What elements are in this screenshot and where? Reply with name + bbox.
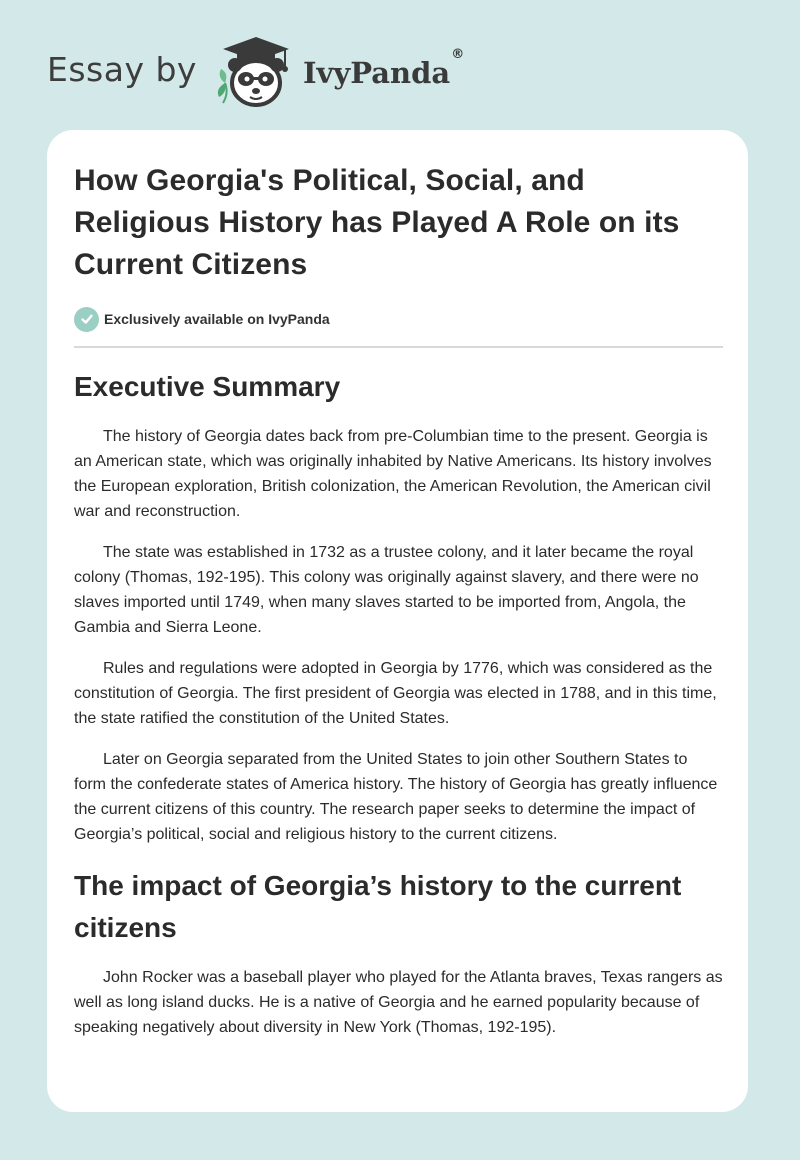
section-heading-executive-summary: Executive Summary [74,371,341,402]
paragraph: John Rocker was a baseball player who played for the Atlanta braves, Texas rangers as well as long island ducks. He is a native of Georgia and he earned popularity because of speaking negatively about diversity in New York (Thomas, 192-195). [74,969,723,1036]
article-content [74,160,723,1056]
check-icon [74,307,99,332]
exclusive-badge [74,306,723,332]
brand-text: IvyPanda [302,56,451,90]
site-header [47,32,464,112]
brand-name[interactable] [302,47,465,90]
panda-graduate-icon[interactable] [211,33,301,111]
page-title: How Georgia's Political, Social, and Religious History has Played A Role on its Current Citizens [74,164,680,281]
paragraph: The state was established in 1732 as a trustee colony, and it later became the royal colony (Thomas, 192-195). This colony was originally against slavery, and there were no slaves imported until 1749, when many slaves started to be imported from, Angola, the Gambia and Sierra Leone. [74,544,699,636]
divider [74,346,723,348]
paragraph: Rules and regulations were adopted in Georgia by 1776, which was considered as the constitution of Georgia. The first president of Georgia was elected in 1788, and in this time, the state ratified the constitution of the United States. [74,660,717,727]
exclusive-label: Exclusively available on IvyPanda [104,311,330,327]
essay-by-label: Essay by [47,49,197,89]
paragraph: The history of Georgia dates back from pre-Columbian time to the present. Georgia is an American state, which was originally inhabited by Native Americans. Its history involves the European exploration, British colonization, the American Revolution, the American civil war and reconstruction. [74,428,712,520]
article-card [47,130,748,1112]
section-heading-impact: The impact of Georgia’s history to the current citizens [74,870,682,943]
registered-mark: ® [451,47,465,63]
paragraph: Later on Georgia separated from the United States to join other Southern States to form the confederate states of America history. The history of Georgia has greatly influence the current citizens of this country. The research paper seeks to determine the impact of Georgia’s political, social and religious history to the current citizens. [74,751,718,843]
